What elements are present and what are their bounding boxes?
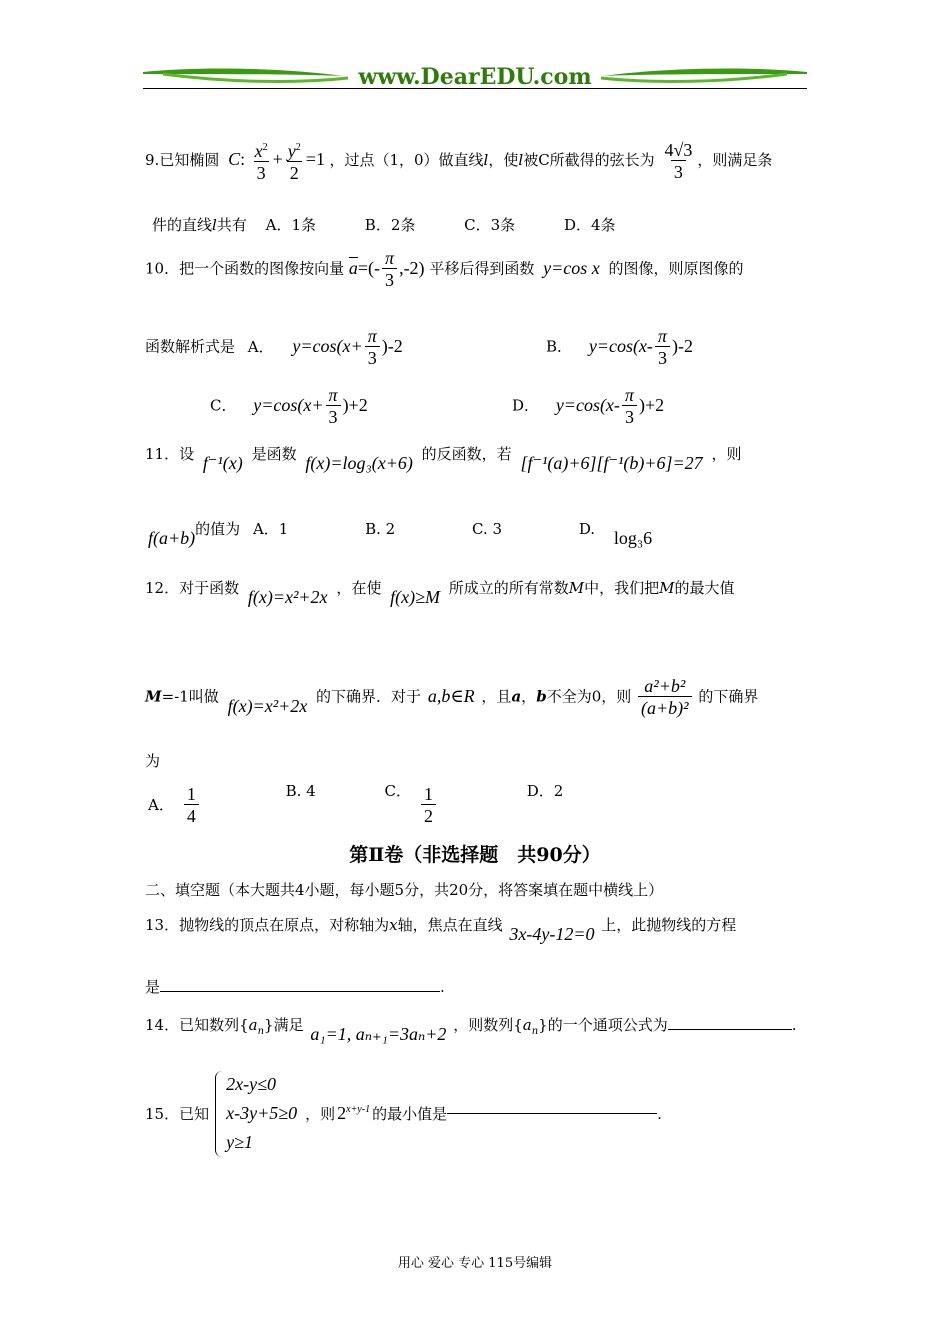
q12-option-c: C． $\frac{1}{2}$ bbox=[385, 796, 438, 814]
q10-option-a: y=cos(x+ $\frac{\pi}{3}$ )-2 bbox=[292, 326, 403, 368]
q13-answer-blank[interactable] bbox=[160, 991, 440, 992]
q15-line: 15．已知 2x-y≤0 x-3y+5≥0 y≥1 ，则 $2^{x+y-1}$ 的最小值是 . bbox=[145, 1070, 662, 1157]
q10-option-b: B． y=cos(x- $\frac{\pi}{3}$ )-2 bbox=[546, 326, 693, 368]
q12-options bbox=[148, 781, 564, 827]
q10-line1: 10．把一个函数的图像按向量 $\overline{a}=(-$ $\frac{\pi}{3}$ ,-2) 平移后得到函数 y=cos x 的图像，则原图像的 bbox=[145, 248, 744, 290]
page-footer: 用心 爱心 专心 115号编辑 bbox=[397, 1256, 553, 1271]
q9-option-a: A．1条 bbox=[265, 216, 317, 234]
site-logo-text[interactable]: www.DearEDU.com bbox=[358, 64, 592, 90]
q11-option-c: C. 3 bbox=[472, 520, 503, 538]
q9-option-b: B．2条 bbox=[364, 216, 416, 234]
q12-option-b: B. 4 bbox=[285, 781, 316, 800]
q10-line2: 函数解析式是 A． y=cos(x+ $\frac{\pi}{3}$ )-2 bbox=[145, 326, 403, 368]
q14-answer-blank[interactable] bbox=[668, 1029, 792, 1030]
system-brace bbox=[215, 1071, 222, 1157]
q13-line2: 是 . bbox=[145, 978, 445, 996]
q10-option-d: D． y=cos(x- $\frac{\pi}{3}$ )+2 bbox=[512, 385, 665, 427]
q9-option-c: C．3条 bbox=[464, 216, 516, 234]
q12-option-a: A． $\frac{1}{4}$ bbox=[148, 796, 201, 814]
q12-option-d: D．2 bbox=[526, 781, 564, 800]
q9-line2: 件的直线l共有 A．1条 B．2条 C．3条 D．4条 bbox=[152, 216, 616, 234]
section-subtitle: 二、填空题（本大题共4小题，每小题5分，共20分，将答案填在题中横线上） bbox=[145, 881, 664, 899]
q12-line1: 12．对于函数 f(x)=x²+2x ，在使 f(x)≥M 所成立的所有常数M中，我们把M的最大值 bbox=[145, 579, 735, 607]
q9-line1: 9.已知椭圆 C: $\frac{x^2}{3}$ + $\frac{y^2}{2}$ =1 ，过点（1，0）做直线l，使l被C所截得的弦长为 $\frac{4√3}{3}$ ，则满足条 bbox=[145, 139, 773, 183]
q11-option-d: D. bbox=[578, 520, 596, 538]
q9-option-d: D．4条 bbox=[563, 216, 616, 234]
q11-option-a: A．1 bbox=[252, 520, 289, 538]
inequality-system: 2x-y≤0 x-3y+5≥0 y≥1 bbox=[226, 1074, 298, 1152]
header-rule bbox=[143, 88, 807, 89]
section-title: 第Ⅱ卷（非选择题 共90分） bbox=[349, 844, 601, 866]
q11-line2: f(a+b)的值为 A．1 B. 2 C. 3 D. log₃6 bbox=[148, 520, 653, 548]
q14-line: 14．已知数列$\{a_n\}$满足 a₁=1, aₙ₊₁=3aₙ+2 ，则数列$\{a_n\}$的一个通项公式为 . bbox=[145, 1016, 797, 1044]
q13-line1: 13．抛物线的顶点在原点，对称轴为x轴，焦点在直线 3x-4y-12=0 上，此抛物线的方程 bbox=[145, 916, 737, 944]
q15-answer-blank[interactable] bbox=[447, 1113, 657, 1114]
q10-option-c: C． y=cos(x+ $\frac{\pi}{3}$ )+2 bbox=[210, 385, 368, 427]
q11-option-b: B. 2 bbox=[365, 520, 396, 538]
q12-line3: 为 bbox=[145, 752, 161, 770]
q11-line1: 11．设 f⁻¹(x) 是函数 f(x)=log₃(x+6) 的反函数，若 [f⁻¹(a)+6][f⁻¹(b)+6]=27 ，则 bbox=[145, 445, 742, 473]
q12-line2: M=-1叫做 f(x)=x²+2x 的下确界．对于 a,b∈R ，且a，b不全为0，则 $\frac{\text{a²+b²}}{\text{(a+b)²}}$ 的下确界 bbox=[145, 676, 759, 718]
